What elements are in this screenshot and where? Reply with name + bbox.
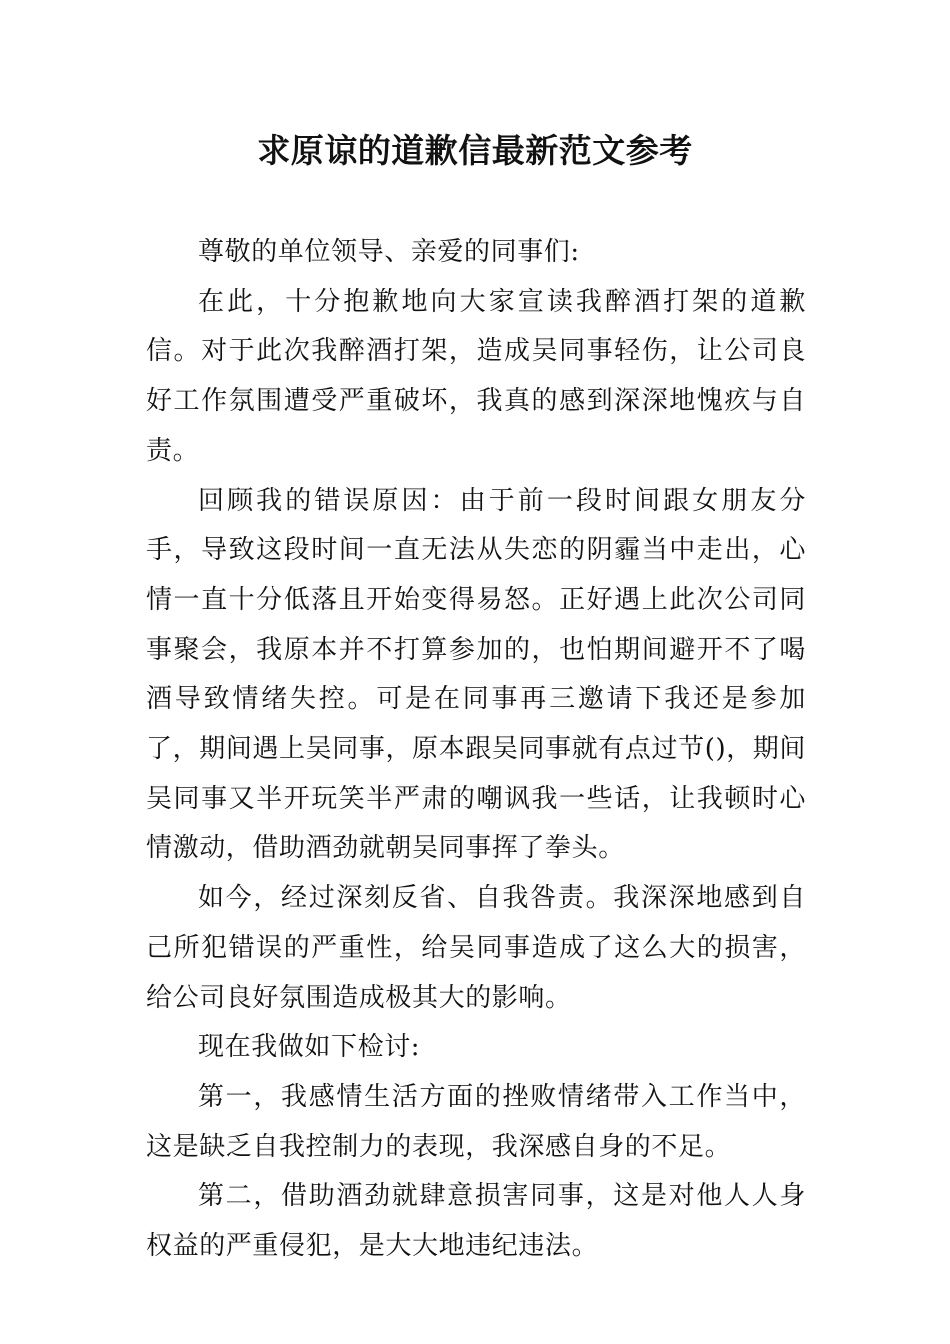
paragraph-reflection: 如今，经过深刻反省、自我咎责。我深深地感到自己所犯错误的严重性，给吴同事造成了这么大的损害，给公司良好氛围造成极其大的影响。 [146,883,806,1013]
salutation: 尊敬的单位领导、亲爱的同事们: [198,237,580,267]
paragraph-review-first: 第一，我感情生活方面的挫败情绪带入工作当中，这是缺乏自我控制力的表现，我深感自身的不足。 [146,1081,806,1162]
document-title: 求原谅的道歉信最新范文参考 [257,131,693,170]
paragraph-review-second: 第二，借助酒劲就肆意损害同事，这是对他人人身权益的严重侵犯，是大大地违纪违法。 [146,1181,806,1262]
paragraph-apology: 在此，十分抱歉地向大家宣读我醉酒打架的道歉信。对于此次我醉酒打架，造成吴同事轻伤，让公司良好工作氛围遭受严重破坏，我真的感到深深地愧疚与自责。 [146,286,806,466]
document-body [146,228,806,1272]
paragraph-review-intro: 现在我做如下检讨: [198,1032,421,1063]
paragraph-reasons: 回顾我的错误原因：由于前一段时间跟女朋友分手，导致这段时间一直无法从失恋的阴霾当中走出，心情一直十分低落且开始变得易怒。正好遇上此次公司同事聚会，我原本并不打算参加的，也怕期间避开不了喝酒导致情绪失控。可是在同事再三邀请下我还是参加了，期间遇上吴同事，原本跟吴同事就有点过节()，期间吴同事又半开玩笑半严肃的嘲讽我一些话，让我顿时心情激动，借助酒劲就朝吴同事挥了拳头。 [146,485,806,864]
